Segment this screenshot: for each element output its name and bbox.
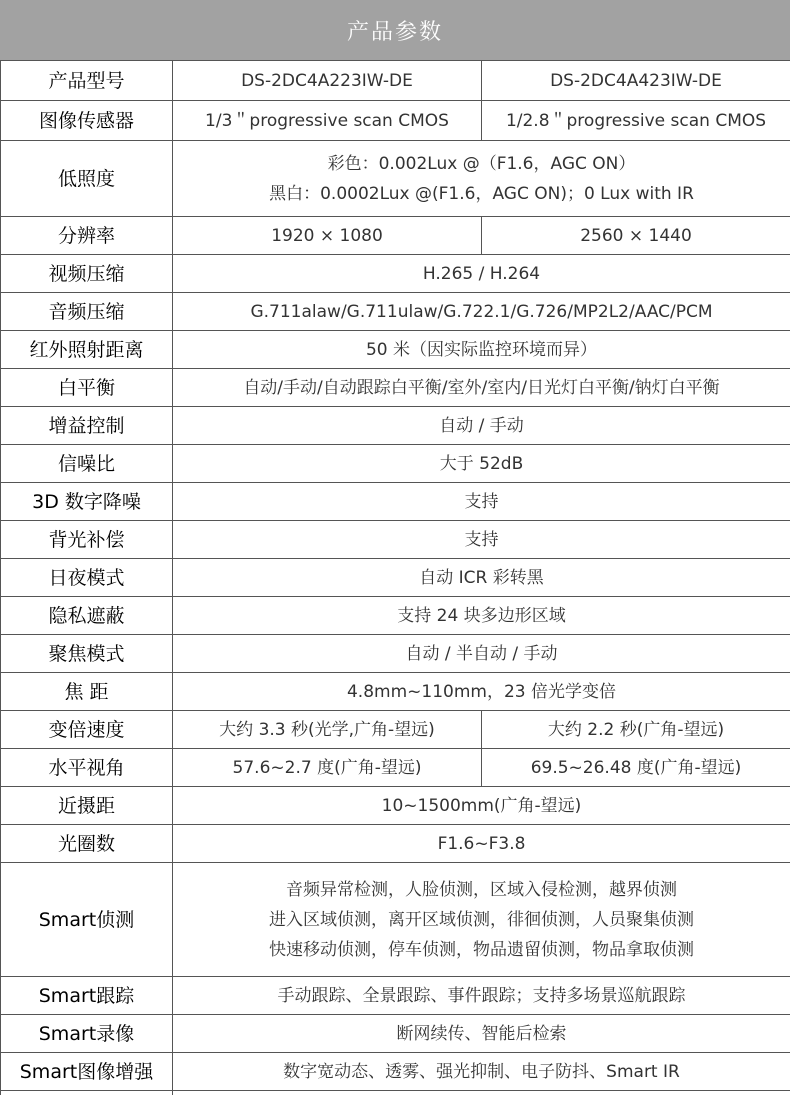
- spec-row-3d-dnr: [1, 483, 790, 521]
- spec-row-snr: [1, 445, 790, 483]
- row-value: 自动 / 半自动 / 手动: [173, 635, 790, 673]
- row-value: 10~1500mm(广角-望远): [173, 787, 790, 825]
- row-label: 图像传感器: [1, 101, 173, 141]
- spec-row-partial: [1, 1091, 790, 1095]
- row-label: 产品型号: [1, 61, 173, 101]
- row-label: Smart录像: [1, 1015, 173, 1053]
- spec-row-smart-tracking: [1, 977, 790, 1015]
- spec-table: [0, 60, 790, 1095]
- row-value-model-b: 大约 2.2 秒(广角-望远): [482, 711, 790, 749]
- spec-table-title: 产品参数: [0, 0, 790, 60]
- row-value-model-b: 1/2.8＂progressive scan CMOS: [482, 101, 790, 141]
- spec-row-smart-recording: [1, 1015, 790, 1053]
- spec-row-smart-detection: [1, 863, 790, 977]
- row-value: 大于 52dB: [173, 445, 790, 483]
- row-label: 近摄距: [1, 787, 173, 825]
- spec-row-horizontal-fov: [1, 749, 790, 787]
- row-label: 低照度: [1, 141, 173, 217]
- spec-row-focal-length: [1, 673, 790, 711]
- row-label: Smart图像增强: [1, 1053, 173, 1091]
- row-value: 自动/手动/自动跟踪白平衡/室外/室内/日光灯白平衡/钠灯白平衡: [173, 369, 790, 407]
- row-label: 信噪比: [1, 445, 173, 483]
- row-value-multiline: [173, 863, 790, 977]
- row-label: 音频压缩: [1, 293, 173, 331]
- row-value: 自动 / 手动: [173, 407, 790, 445]
- row-value-line: 快速移动侦测，停车侦测，物品遗留侦测，物品拿取侦测: [269, 939, 694, 960]
- row-value: 手动跟踪、全景跟踪、事件跟踪；支持多场景巡航跟踪: [173, 977, 790, 1015]
- row-value-model-b: DS-2DC4A423IW-DE: [482, 61, 790, 101]
- spec-row-day-night: [1, 559, 790, 597]
- row-value-empty: [173, 1091, 790, 1095]
- row-label: Smart跟踪: [1, 977, 173, 1015]
- spec-row-smart-image-enhancement: [1, 1053, 790, 1091]
- spec-row-aperture: [1, 825, 790, 863]
- spec-row-sensor: [1, 101, 790, 141]
- row-value-model-a: 大约 3.3 秒(光学,广角-望远): [173, 711, 482, 749]
- row-value: H.265 / H.264: [173, 255, 790, 293]
- row-label: 聚焦模式: [1, 635, 173, 673]
- row-label: 分辨率: [1, 217, 173, 255]
- spec-row-audio-compression: [1, 293, 790, 331]
- row-value-model-a: 1920 × 1080: [173, 217, 482, 255]
- row-label: 背光补偿: [1, 521, 173, 559]
- row-value-line: 黑白：0.0002Lux @(F1.6，AGC ON)；0 Lux with IR: [269, 183, 694, 204]
- spec-row-focus-mode: [1, 635, 790, 673]
- row-value-model-a: DS-2DC4A223IW-DE: [173, 61, 482, 101]
- row-label: 光圈数: [1, 825, 173, 863]
- row-value: F1.6~F3.8: [173, 825, 790, 863]
- spec-row-backlight: [1, 521, 790, 559]
- row-label: 变倍速度: [1, 711, 173, 749]
- spec-row-ir-distance: [1, 331, 790, 369]
- row-value: 数字宽动态、透雾、强光抑制、电子防抖、Smart IR: [173, 1053, 790, 1091]
- row-value-line: 彩色：0.002Lux @（F1.6，AGC ON）: [327, 153, 636, 174]
- spec-row-privacy-mask: [1, 597, 790, 635]
- row-value-line: 进入区域侦测，离开区域侦测，徘徊侦测，人员聚集侦测: [269, 909, 694, 930]
- spec-row-zoom-speed: [1, 711, 790, 749]
- row-value-model-b: 2560 × 1440: [482, 217, 790, 255]
- row-value: 支持 24 块多边形区域: [173, 597, 790, 635]
- row-value-model-a: 1/3＂progressive scan CMOS: [173, 101, 482, 141]
- row-label: 日夜模式: [1, 559, 173, 597]
- spec-row-gain-control: [1, 407, 790, 445]
- row-value: 支持: [173, 483, 790, 521]
- row-value: 断网续传、智能后检索: [173, 1015, 790, 1053]
- row-value: 4.8mm~110mm，23 倍光学变倍: [173, 673, 790, 711]
- spec-row-white-balance: [1, 369, 790, 407]
- row-label: 水平视角: [1, 749, 173, 787]
- spec-row-min-focus-distance: [1, 787, 790, 825]
- row-label: 视频压缩: [1, 255, 173, 293]
- row-label: 增益控制: [1, 407, 173, 445]
- row-label: 3D 数字降噪: [1, 483, 173, 521]
- spec-row-model: [1, 61, 790, 101]
- row-value: G.711alaw/G.711ulaw/G.722.1/G.726/MP2L2/AAC/PCM: [173, 293, 790, 331]
- spec-row-resolution: [1, 217, 790, 255]
- row-label: 红外照射距离: [1, 331, 173, 369]
- row-label: Smart侦测: [1, 863, 173, 977]
- row-value-line: 音频异常检测，人脸侦测，区域入侵检测，越界侦测: [286, 879, 677, 900]
- row-value-multiline: [173, 141, 790, 217]
- row-value: 支持: [173, 521, 790, 559]
- row-value-model-b: 69.5~26.48 度(广角-望远): [482, 749, 790, 787]
- row-value: 50 米（因实际监控环境而异）: [173, 331, 790, 369]
- row-label-empty: [1, 1091, 173, 1095]
- row-label: 隐私遮蔽: [1, 597, 173, 635]
- spec-row-low-light: [1, 141, 790, 217]
- row-label: 白平衡: [1, 369, 173, 407]
- row-value-model-a: 57.6~2.7 度(广角-望远): [173, 749, 482, 787]
- row-label: 焦 距: [1, 673, 173, 711]
- row-value: 自动 ICR 彩转黑: [173, 559, 790, 597]
- spec-row-video-compression: [1, 255, 790, 293]
